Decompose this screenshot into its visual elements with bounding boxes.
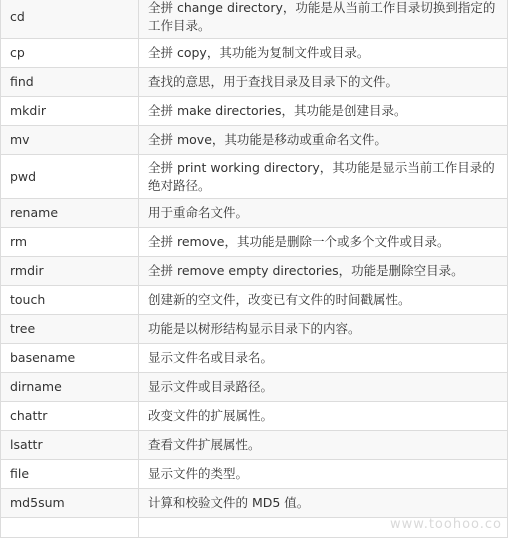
description-cell: 显示文件名或目录名。 xyxy=(139,344,508,373)
command-cell: find xyxy=(1,68,139,97)
watermark-text: www.toohoo.co xyxy=(390,517,502,532)
table-row xyxy=(1,431,508,460)
command-cell: md5sum xyxy=(1,489,139,518)
description-cell: 用于重命名文件。 xyxy=(139,199,508,228)
description-cell: 查看文件扩展属性。 xyxy=(139,431,508,460)
description-cell: 全拼 move，其功能是移动或重命名文件。 xyxy=(139,126,508,155)
table-row xyxy=(1,228,508,257)
table-row xyxy=(1,68,508,97)
table-row xyxy=(1,199,508,228)
table-row xyxy=(1,155,508,199)
command-cell: rename xyxy=(1,199,139,228)
command-cell: cd xyxy=(1,0,139,39)
description-cell: 创建新的空文件，改变已有文件的时间戳属性。 xyxy=(139,286,508,315)
table-row xyxy=(1,315,508,344)
description-cell: 全拼 print working directory，其功能是显示当前工作目录的绝对路径。 xyxy=(139,155,508,199)
table-row xyxy=(1,460,508,489)
description-cell: 计算和校验文件的 MD5 值。 xyxy=(139,489,508,518)
table-row xyxy=(1,286,508,315)
description-cell: 显示文件或目录路径。 xyxy=(139,373,508,402)
table-row xyxy=(1,97,508,126)
command-cell: rm xyxy=(1,228,139,257)
description-cell: 全拼 make directories，其功能是创建目录。 xyxy=(139,97,508,126)
command-table-body xyxy=(1,0,508,538)
table-row xyxy=(1,0,508,39)
command-cell: lsattr xyxy=(1,431,139,460)
description-cell: 功能是以树形结构显示目录下的内容。 xyxy=(139,315,508,344)
description-cell: 改变文件的扩展属性。 xyxy=(139,402,508,431)
table-row xyxy=(1,257,508,286)
command-cell: chattr xyxy=(1,402,139,431)
table-row xyxy=(1,402,508,431)
table-row xyxy=(1,126,508,155)
command-cell: tree xyxy=(1,315,139,344)
table-row xyxy=(1,39,508,68)
table-row xyxy=(1,373,508,402)
command-cell: mkdir xyxy=(1,97,139,126)
description-cell: 全拼 copy，其功能为复制文件或目录。 xyxy=(139,39,508,68)
command-cell: basename xyxy=(1,344,139,373)
command-cell: dirname xyxy=(1,373,139,402)
description-cell: 全拼 remove，其功能是删除一个或多个文件或目录。 xyxy=(139,228,508,257)
command-cell: mv xyxy=(1,126,139,155)
description-cell: 全拼 change directory，功能是从当前工作目录切换到指定的工作目录。 xyxy=(139,0,508,39)
table-row xyxy=(1,489,508,518)
command-cell: rmdir xyxy=(1,257,139,286)
command-cell: file xyxy=(1,460,139,489)
command-cell xyxy=(1,518,139,538)
table-row xyxy=(1,344,508,373)
command-cell: pwd xyxy=(1,155,139,199)
command-cell: cp xyxy=(1,39,139,68)
command-cell: touch xyxy=(1,286,139,315)
description-cell: 显示文件的类型。 xyxy=(139,460,508,489)
table-row-partial xyxy=(1,518,508,538)
description-cell xyxy=(139,518,508,538)
description-cell: 查找的意思，用于查找目录及目录下的文件。 xyxy=(139,68,508,97)
description-cell: 全拼 remove empty directories，功能是删除空目录。 xyxy=(139,257,508,286)
